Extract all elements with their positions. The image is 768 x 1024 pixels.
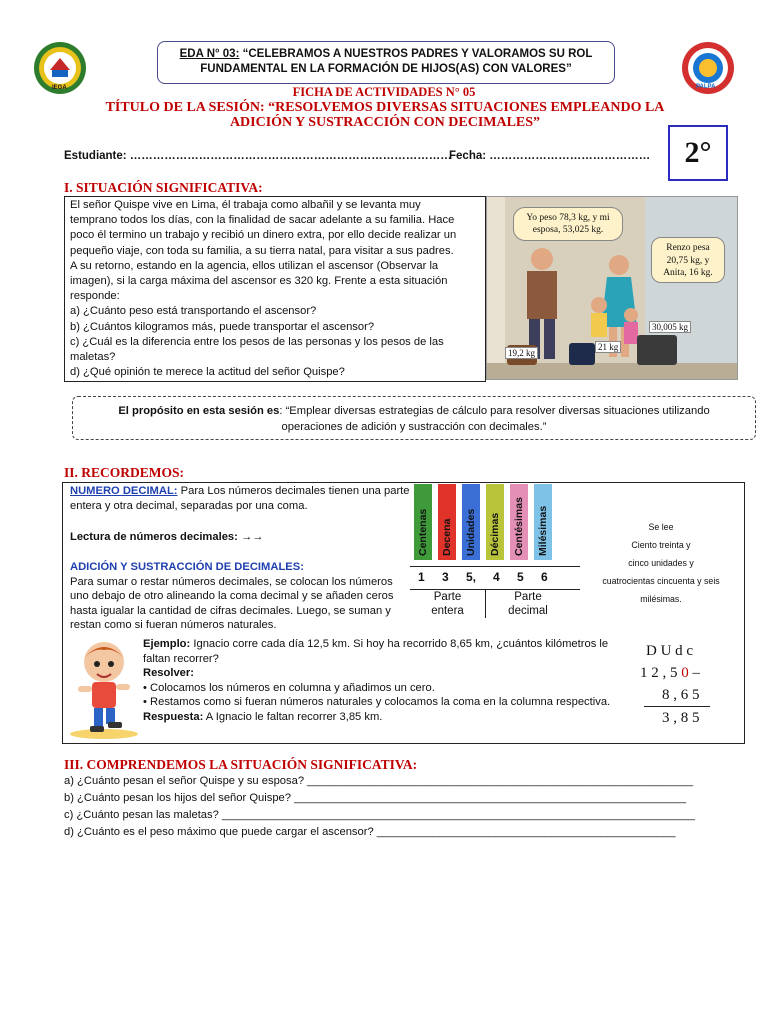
op-result-line: [644, 706, 710, 729]
ejemplo-text: Ignacio corre cada día 12,5 km. Si hoy ha recorrido 8,65 km, ¿cuántos kilómetros le: [190, 638, 609, 650]
adicion-line: hasta igualar la cantidad de cifras decimales. Luego, se suman y: [70, 604, 391, 617]
addition-subtraction: [70, 560, 415, 633]
question-b: b) ¿Cuántos kilogramos más, puede transportar el ascensor?: [70, 320, 375, 333]
question-c: c) ¿Cuál es la diferencia entre los pesos de las personas y los pesos de las: [70, 335, 444, 348]
numero-decimal-text: Para Los números decimales tienen una parte: [177, 485, 410, 497]
adicion-label: ADICIÓN Y SUSTRACCIÓN DE DECIMALES:: [70, 561, 304, 573]
numero-decimal-text-2: entera y otra decimal, separadas por una coma.: [70, 499, 308, 512]
comprehension-question-c[interactable]: c) ¿Cuánto pesan las maletas? ____________________________________________________________________________: [64, 809, 695, 821]
place-value-label: Décimas: [489, 512, 501, 556]
digit: 6: [541, 570, 548, 584]
father-speech-bubble: [513, 207, 623, 241]
adicion-line: uno debajo de otro alineando la coma decimal y se añaden ceros: [70, 590, 394, 602]
place-value-label: Centésimas: [513, 497, 525, 556]
eda-label: EDA N° 03:: [179, 48, 240, 60]
date-field[interactable]: [449, 150, 650, 162]
parte-decimal-line-1: Parte: [514, 591, 542, 603]
place-value-bar-décimas: [486, 484, 504, 560]
parte-entera-line-2: entera: [431, 605, 464, 617]
situation-line: A su retorno, estando en la agencia, ellos utilizan el ascensor (Observar la: [70, 259, 439, 272]
digit: 5,: [466, 570, 477, 584]
situation-line: imagen), si la carga máxima del ascensor es 320 kg. Frente a esta situación: [70, 275, 448, 288]
left-logo-caption: IEGA: [52, 85, 67, 91]
purpose-label: El propósito en esta sesión es: [118, 405, 280, 417]
digit: 5: [517, 570, 524, 584]
student-label: Estudiante: …………………………………………………………………………: [64, 150, 452, 162]
resolver-label: Resolver:: [143, 667, 194, 679]
se-lee-line: Ciento treinta y: [631, 540, 691, 550]
parte-entera: [410, 590, 486, 618]
place-value-bar-unidades: [462, 484, 480, 560]
place-value-label: Milésimas: [537, 505, 549, 556]
situation-line: pequeño viaje, con toda su familia, a su tierra natal, para visitar a sus padres.: [70, 244, 454, 257]
right-logo-caption: PALPA: [696, 84, 716, 90]
op-result: 3 , 8 5: [662, 710, 700, 726]
parte-decimal-line-2: decimal: [508, 605, 548, 617]
op-added-zero: 0: [681, 665, 689, 681]
decimal-definition-line-1: [70, 484, 415, 499]
situation-line: responde:: [70, 290, 120, 303]
place-value-bar-centenas: [414, 484, 432, 560]
digit: 1: [418, 570, 425, 584]
student-field[interactable]: [64, 150, 452, 162]
running-boy-illustration: [64, 636, 142, 740]
adicion-line: restan como si fueran números naturales.: [70, 619, 277, 631]
bullet-2: • Restamos como si fueran números naturales y colocamos la coma en la columna respectiva.: [143, 696, 611, 708]
digit: 3: [442, 570, 449, 584]
suitcase-tag-2: 21 kg: [595, 341, 621, 353]
comprehension-questions: [64, 773, 724, 841]
eda-title-2: FUNDAMENTAL EN LA FORMACIÓN DE HIJOS(AS) CON VALORES”: [200, 63, 572, 75]
op-header: D U d c: [646, 643, 694, 659]
purpose-line-1: [73, 403, 755, 419]
ejemplo-text-2: faltan recorrer?: [143, 652, 219, 665]
se-lee-line: milésimas.: [640, 594, 682, 604]
place-value-bar-milésimas: [534, 484, 552, 560]
eda-header-box: [157, 41, 615, 84]
comprehension-question-b[interactable]: b) ¿Cuánto pesan los hijos del señor Quispe? _______________________________________________________________: [64, 792, 687, 804]
situation-text: [70, 198, 474, 380]
digits-row: [410, 566, 580, 590]
adicion-line: Para sumar o restar números decimales, se colocan los números: [70, 575, 393, 588]
op-subtrahend: 8 , 6 5: [662, 687, 700, 703]
place-value-bar-decena: [438, 484, 456, 560]
parte-decimal: [488, 590, 568, 618]
respuesta-label: Respuesta:: [143, 710, 204, 723]
situation-line: temprano todos los días, con la finalidad de sacar adelante a su familia. Hace: [70, 214, 455, 227]
elevator-illustration: [486, 196, 738, 380]
place-value-label: Decena: [441, 518, 453, 556]
purpose-text-2: operaciones de adición y sustracción con decimales.”: [281, 421, 547, 433]
section-2-title: II. RECORDEMOS:: [64, 465, 185, 480]
comprehension-question-d[interactable]: d) ¿Cuánto es el peso máximo que puede cargar el ascensor? ________________________________________________: [64, 826, 676, 838]
section-1-title: I. SITUACIÓN SIGNIFICATIVA:: [64, 180, 263, 195]
decimal-definition: [70, 484, 415, 513]
question-a: a) ¿Cuánto peso está transportando el ascensor?: [70, 305, 317, 318]
lectura-label: Lectura de números decimales: →→: [70, 531, 264, 543]
eda-line-1: [158, 47, 614, 62]
comprehension-question-a[interactable]: a) ¿Cuánto pesan el señor Quispe y su esposa? ______________________________________________________________: [64, 775, 693, 787]
se-lee-line: Se lee: [648, 522, 674, 532]
suitcase-tag-1: 19,2 kg: [505, 347, 538, 359]
purpose-box: [72, 396, 756, 440]
se-lee-line: cinco unidades y: [628, 558, 694, 568]
parte-entera-line-1: Parte: [433, 591, 462, 603]
se-lee-text: [586, 518, 736, 608]
kids-speech-bubble: [651, 237, 725, 283]
session-title-line-2: ADICIÓN Y SUSTRACCIÓN CON DECIMALES”: [229, 115, 541, 130]
digit: 4: [493, 570, 500, 584]
question-c-cont: maletas?: [70, 351, 116, 364]
se-lee-line: cuatrocientas cincuenta y seis: [602, 576, 720, 586]
father-bubble-line-1: Yo peso 78,3 kg, y mi: [526, 213, 610, 223]
place-value-label: Centenas: [417, 508, 429, 556]
place-value-bar-centésimas: [510, 484, 528, 560]
session-title: [60, 100, 710, 130]
running-boy-icon: [64, 636, 142, 740]
kids-bubble-line-3: Anita, 16 kg.: [663, 268, 713, 278]
father-bubble-line-2: esposa, 53,025 kg.: [532, 225, 604, 235]
subtraction-operation: [640, 640, 740, 729]
suitcase-tag-3: 30,005 kg: [649, 321, 691, 333]
op-minuend: [640, 662, 740, 684]
place-value-label: Unidades: [465, 508, 477, 556]
purpose-text-1: : “Emplear diversas estrategias de cálculo para resolver diversas situaciones utilizando: [279, 405, 710, 417]
op-minuend-digits: 1 2 , 5: [640, 665, 682, 681]
respuesta-text: A Ignacio le faltan recorrer 3,85 km.: [203, 710, 383, 723]
situation-line: poco él termino un trabajo y recibió un dinero extra, por ello decide realizar un: [70, 229, 457, 242]
grade-badge: 2°: [668, 125, 728, 181]
eda-title-1: “CELEBRAMOS A NUESTROS PADRES Y VALORAMOS SU ROL: [242, 48, 593, 60]
example-line-1: [143, 637, 643, 652]
place-value-chart: [410, 484, 580, 624]
session-title-line-1: TÍTULO DE LA SESIÓN: “RESOLVEMOS DIVERSAS SITUACIONES EMPLEANDO LA: [105, 100, 665, 115]
ficha-title: FICHA DE ACTIVIDADES N° 05: [292, 85, 476, 99]
example-block: [143, 637, 643, 724]
situation-line: El señor Quispe vive en Lima, él trabaja como albañil y se levanta muy: [70, 199, 421, 211]
numero-decimal-label: NUMERO DECIMAL:: [70, 485, 178, 497]
question-d: d) ¿Qué opinión te merece la actitud del señor Quispe?: [70, 366, 345, 379]
kids-bubble-line-2: 20,75 kg, y: [666, 255, 710, 266]
op-minus-sign: –: [688, 665, 700, 681]
date-label: Fecha: ……………………………………: [449, 150, 651, 162]
bullet-1: • Colocamos los números en columna y añadimos un cero.: [143, 681, 435, 694]
kids-bubble-line-1: Renzo pesa: [666, 243, 710, 253]
ejemplo-label: Ejemplo:: [143, 638, 191, 650]
answer-line: [143, 710, 643, 725]
section-3-title: III. COMPRENDEMOS LA SITUACIÓN SIGNIFICATIVA:: [64, 757, 418, 772]
